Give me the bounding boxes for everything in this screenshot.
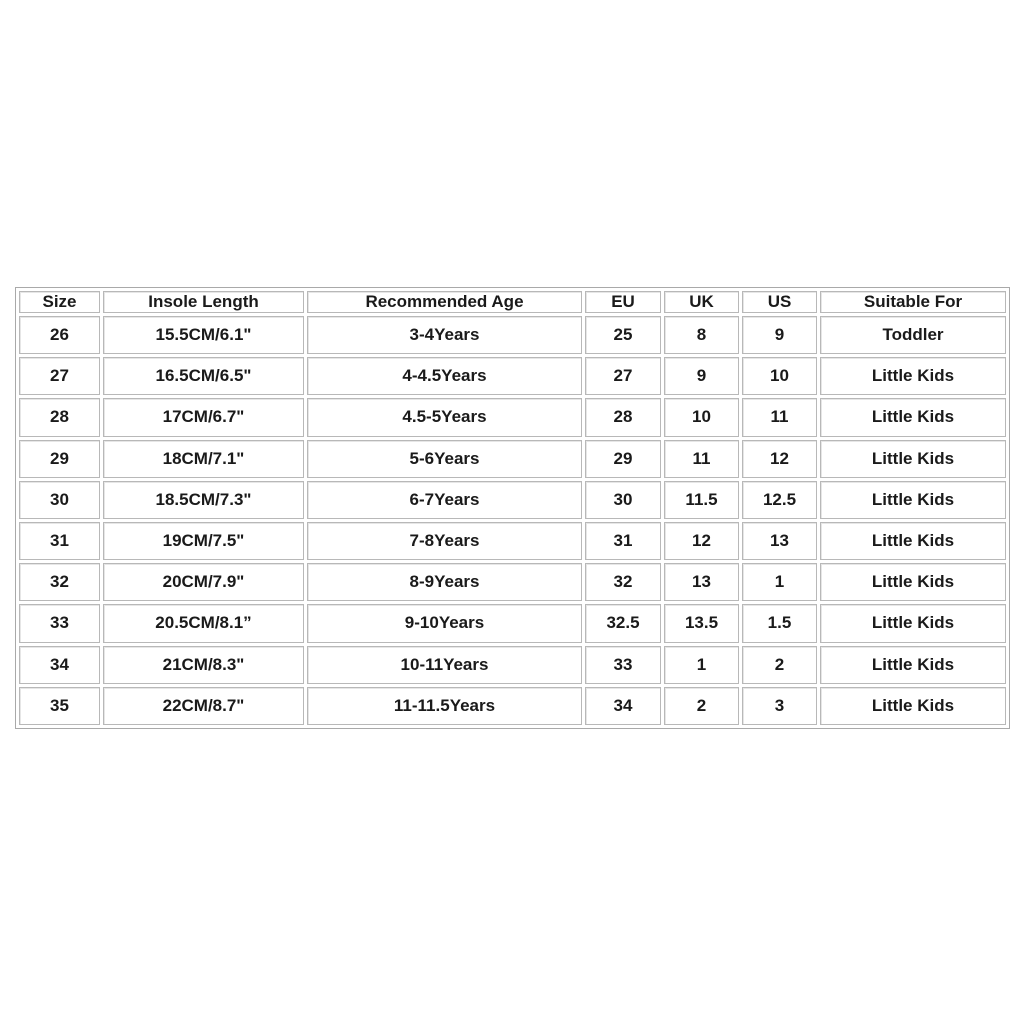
table-row — [19, 604, 1006, 642]
cell-suitable-for: Little Kids — [820, 398, 1006, 436]
cell-size: 27 — [19, 357, 100, 395]
cell-recommended-age: 7-8Years — [307, 522, 582, 560]
cell-suitable-for: Little Kids — [820, 522, 1006, 560]
cell-eu: 32.5 — [585, 604, 661, 642]
cell-suitable-for: Little Kids — [820, 481, 1006, 519]
cell-suitable-for: Little Kids — [820, 604, 1006, 642]
cell-insole-length: 15.5CM/6.1" — [103, 316, 304, 354]
cell-recommended-age: 10-11Years — [307, 646, 582, 684]
cell-suitable-for: Little Kids — [820, 687, 1006, 725]
table-row — [19, 687, 1006, 725]
table-row — [19, 357, 1006, 395]
table-row — [19, 646, 1006, 684]
cell-us: 12.5 — [742, 481, 817, 519]
cell-recommended-age: 11-11.5Years — [307, 687, 582, 725]
cell-size: 31 — [19, 522, 100, 560]
header-size: Size — [19, 291, 100, 313]
cell-uk: 11 — [664, 440, 739, 478]
cell-uk: 13.5 — [664, 604, 739, 642]
table-row — [19, 398, 1006, 436]
header-eu: EU — [585, 291, 661, 313]
table-row — [19, 316, 1006, 354]
cell-eu: 27 — [585, 357, 661, 395]
cell-us: 13 — [742, 522, 817, 560]
cell-recommended-age: 4.5-5Years — [307, 398, 582, 436]
header-uk: UK — [664, 291, 739, 313]
header-suitable-for: Suitable For — [820, 291, 1006, 313]
cell-insole-length: 16.5CM/6.5" — [103, 357, 304, 395]
table-row — [19, 522, 1006, 560]
cell-uk: 11.5 — [664, 481, 739, 519]
cell-us: 9 — [742, 316, 817, 354]
cell-suitable-for: Little Kids — [820, 357, 1006, 395]
cell-insole-length: 22CM/8.7" — [103, 687, 304, 725]
cell-insole-length: 20.5CM/8.1” — [103, 604, 304, 642]
cell-size: 29 — [19, 440, 100, 478]
cell-us: 1.5 — [742, 604, 817, 642]
cell-size: 26 — [19, 316, 100, 354]
cell-insole-length: 21CM/8.3" — [103, 646, 304, 684]
cell-recommended-age: 8-9Years — [307, 563, 582, 601]
cell-size: 35 — [19, 687, 100, 725]
cell-suitable-for: Little Kids — [820, 646, 1006, 684]
cell-insole-length: 18.5CM/7.3" — [103, 481, 304, 519]
cell-us: 12 — [742, 440, 817, 478]
header-us: US — [742, 291, 817, 313]
cell-us: 3 — [742, 687, 817, 725]
size-chart — [15, 287, 1010, 729]
cell-uk: 10 — [664, 398, 739, 436]
cell-eu: 25 — [585, 316, 661, 354]
cell-recommended-age: 9-10Years — [307, 604, 582, 642]
cell-suitable-for: Little Kids — [820, 440, 1006, 478]
cell-uk: 13 — [664, 563, 739, 601]
cell-size: 33 — [19, 604, 100, 642]
cell-insole-length: 18CM/7.1" — [103, 440, 304, 478]
cell-eu: 29 — [585, 440, 661, 478]
cell-us: 11 — [742, 398, 817, 436]
cell-uk: 8 — [664, 316, 739, 354]
cell-insole-length: 17CM/6.7" — [103, 398, 304, 436]
cell-suitable-for: Little Kids — [820, 563, 1006, 601]
cell-uk: 9 — [664, 357, 739, 395]
table-header-row — [19, 291, 1006, 313]
cell-size: 34 — [19, 646, 100, 684]
cell-eu: 34 — [585, 687, 661, 725]
cell-eu: 30 — [585, 481, 661, 519]
size-chart-table — [16, 288, 1009, 728]
cell-recommended-age: 6-7Years — [307, 481, 582, 519]
cell-us: 1 — [742, 563, 817, 601]
cell-eu: 33 — [585, 646, 661, 684]
cell-eu: 32 — [585, 563, 661, 601]
cell-size: 32 — [19, 563, 100, 601]
cell-suitable-for: Toddler — [820, 316, 1006, 354]
cell-size: 30 — [19, 481, 100, 519]
table-row — [19, 481, 1006, 519]
cell-recommended-age: 4-4.5Years — [307, 357, 582, 395]
cell-us: 10 — [742, 357, 817, 395]
table-row — [19, 440, 1006, 478]
cell-uk: 1 — [664, 646, 739, 684]
cell-insole-length: 19CM/7.5" — [103, 522, 304, 560]
cell-eu: 31 — [585, 522, 661, 560]
cell-uk: 2 — [664, 687, 739, 725]
cell-uk: 12 — [664, 522, 739, 560]
header-recommended-age: Recommended Age — [307, 291, 582, 313]
cell-us: 2 — [742, 646, 817, 684]
cell-size: 28 — [19, 398, 100, 436]
table-row — [19, 563, 1006, 601]
cell-recommended-age: 5-6Years — [307, 440, 582, 478]
cell-recommended-age: 3-4Years — [307, 316, 582, 354]
header-insole-length: Insole Length — [103, 291, 304, 313]
cell-eu: 28 — [585, 398, 661, 436]
cell-insole-length: 20CM/7.9" — [103, 563, 304, 601]
